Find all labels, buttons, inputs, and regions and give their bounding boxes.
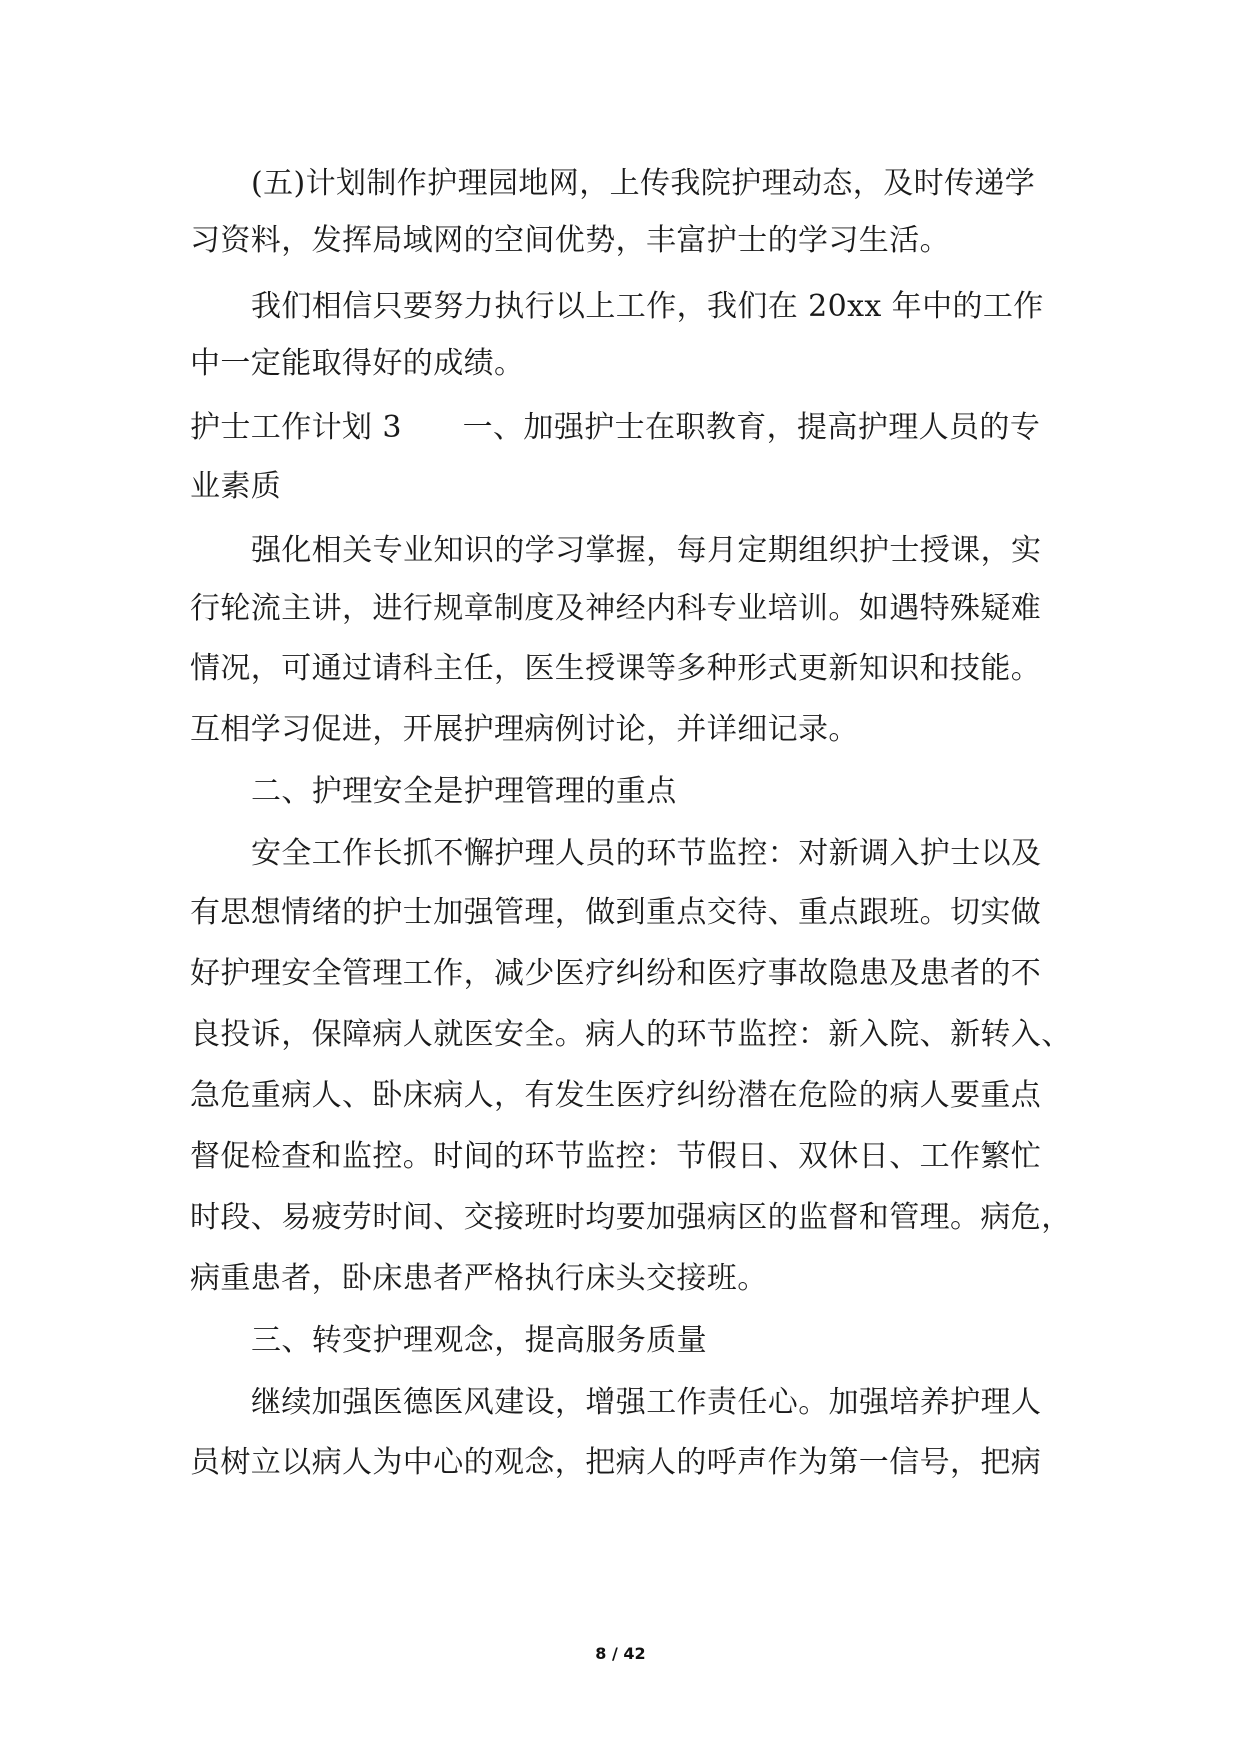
paragraph-line: 互相学习促进，开展护理病例讨论，并详细记录。 bbox=[190, 712, 859, 747]
paragraph-line: 有思想情绪的护士加强管理，做到重点交待、重点跟班。切实做 bbox=[190, 895, 1042, 930]
paragraph-line: 我们相信只要努力执行以上工作，我们在 20xx 年中的工作 bbox=[251, 289, 1044, 324]
paragraph-line: 继续加强医德医风建设，增强工作责任心。加强培养护理人 bbox=[251, 1385, 1042, 1420]
paragraph-line: 中一定能取得好的成绩。 bbox=[190, 346, 525, 381]
paragraph-line: 良投诉，保障病人就医安全。病人的环节监控：新入院、新转入、 bbox=[190, 1017, 1072, 1052]
paragraph-line: 员树立以病人为中心的观念，把病人的呼声作为第一信号，把病 bbox=[190, 1445, 1042, 1480]
page-number: 8 / 42 bbox=[595, 1644, 646, 1663]
section-heading-line: 三、转变护理观念，提高服务质量 bbox=[251, 1323, 707, 1358]
section-heading-line: 护士工作计划 3 一、加强护士在职教育，提高护理人员的专 bbox=[190, 410, 1041, 445]
paragraph-line: 强化相关专业知识的学习掌握，每月定期组织护士授课，实 bbox=[251, 533, 1042, 568]
section-heading-line: 二、护理安全是护理管理的重点 bbox=[251, 774, 677, 809]
paragraph-line: 督促检查和监控。时间的环节监控：节假日、双休日、工作繁忙 bbox=[190, 1139, 1042, 1174]
paragraph-line: 安全工作长抓不懈护理人员的环节监控：对新调入护士以及 bbox=[251, 836, 1042, 871]
paragraph-line: 病重患者，卧床患者严格执行床头交接班。 bbox=[190, 1261, 768, 1296]
paragraph-line: 情况，可通过请科主任，医生授课等多种形式更新知识和技能。 bbox=[190, 651, 1042, 686]
paragraph-line: 行轮流主讲，进行规章制度及神经内科专业培训。如遇特殊疑难 bbox=[190, 591, 1042, 626]
paragraph-line: 习资料，发挥局域网的空间优势，丰富护士的学习生活。 bbox=[190, 223, 950, 258]
paragraph-line: 急危重病人、卧床病人，有发生医疗纠纷潜在危险的病人要重点 bbox=[190, 1078, 1042, 1113]
paragraph-line: (五)计划制作护理园地网，上传我院护理动态，及时传递学 bbox=[251, 166, 1036, 201]
section-heading-line: 业素质 bbox=[190, 469, 282, 504]
paragraph-line: 时段、易疲劳时间、交接班时均要加强病区的监督和管理。病危， bbox=[190, 1200, 1072, 1235]
paragraph-line: 好护理安全管理工作，减少医疗纠纷和医疗事故隐患及患者的不 bbox=[190, 956, 1042, 991]
